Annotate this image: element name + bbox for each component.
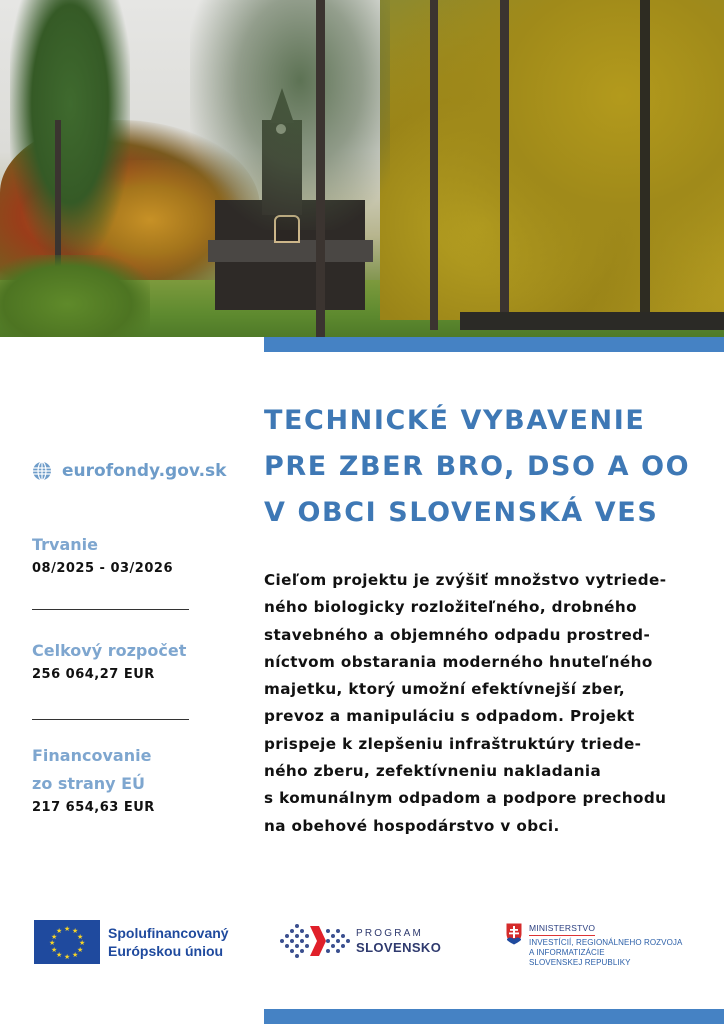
eu-funding-label-line2: zo strany EÚ	[32, 774, 146, 793]
title-line: V OBCI SLOVENSKÁ VES	[264, 497, 659, 528]
description-line: prevoz a manipuláciu s odpadom. Projekt	[264, 707, 635, 726]
description-line: ného zberu, zefektívneniu nakladania	[264, 762, 602, 781]
larch-tree	[190, 0, 390, 230]
ministry-line1: MINISTERSTVO	[529, 923, 595, 936]
tree-trunk	[55, 120, 61, 270]
fence	[460, 312, 724, 330]
tree-trunk	[640, 0, 650, 320]
accent-bar-top	[264, 337, 724, 352]
duration-value: 08/2025 - 03/2026	[32, 561, 173, 576]
conifer-tree	[10, 0, 130, 260]
program-slovensko-logo	[278, 923, 441, 959]
description-line: na obehové hospodárstvo v obci.	[264, 816, 560, 835]
description-line: stavebného a objemného odpadu prostred-	[264, 625, 651, 644]
logo-strip	[0, 915, 724, 975]
tree-trunk	[430, 0, 438, 330]
divider	[32, 609, 189, 610]
church-roof	[208, 240, 373, 262]
info-eu-funding	[32, 742, 232, 818]
divider	[32, 719, 189, 720]
description-line: níctvom obstarania moderného hnuteľného	[264, 652, 653, 671]
info-duration	[32, 531, 232, 579]
bush	[0, 255, 150, 337]
website-url[interactable]: eurofondy.gov.sk	[62, 461, 227, 481]
eu-logo-line1: Spolufinancovaný	[108, 925, 229, 941]
eu-flag-icon: ★ ★ ★ ★ ★ ★ ★ ★ ★ ★ ★ ★	[34, 920, 100, 964]
eu-cofunded-logo	[34, 920, 229, 964]
budget-value: 256 064,27 EUR	[32, 667, 155, 682]
hero-photo	[0, 0, 724, 337]
eu-logo-line2: Európskou úniou	[108, 943, 224, 959]
ministry-line4: SLOVENSKEJ REPUBLIKY	[529, 958, 631, 967]
info-budget	[32, 637, 232, 685]
ministry-line2: INVESTÍCIÍ, REGIONÁLNEHO ROZVOJA	[529, 938, 683, 947]
website-link[interactable]	[32, 461, 226, 481]
ministry-logo	[505, 922, 682, 968]
project-title	[264, 398, 704, 536]
globe-icon	[32, 461, 52, 481]
budget-label: Celkový rozpočet	[32, 641, 187, 660]
tree-trunk	[500, 0, 509, 330]
duration-label: Trvanie	[32, 535, 98, 554]
slovak-coat-of-arms-icon	[505, 922, 523, 946]
accent-bar-bottom	[264, 1009, 724, 1024]
title-line: PRE ZBER BRO, DSO A OO	[264, 451, 691, 482]
program-slovensko-mark-icon	[278, 923, 350, 959]
description-line: majetku, ktorý umožní efektívnejší zber,	[264, 680, 626, 699]
description-line: ného biologicky rozložiteľného, drobného	[264, 598, 637, 617]
eu-funding-label-line1: Financovanie	[32, 746, 152, 765]
ministry-line3: A INFORMATIZÁCIE	[529, 948, 605, 957]
description-line: prispeje k zlepšeniu infraštruktúry triede-	[264, 734, 642, 753]
program-logo-line2: SLOVENSKO	[356, 939, 442, 955]
project-description	[264, 567, 694, 840]
tree-trunk	[316, 0, 325, 337]
eu-funding-value: 217 654,63 EUR	[32, 800, 155, 815]
program-logo-line1: PROGRAM	[356, 927, 424, 939]
description-line: s komunálnym odpadom a podpore prechodu	[264, 789, 667, 808]
title-line: TECHNICKÉ VYBAVENIE	[264, 405, 646, 436]
description-line: Cieľom projektu je zvýšiť množstvo vytriede-	[264, 571, 667, 589]
